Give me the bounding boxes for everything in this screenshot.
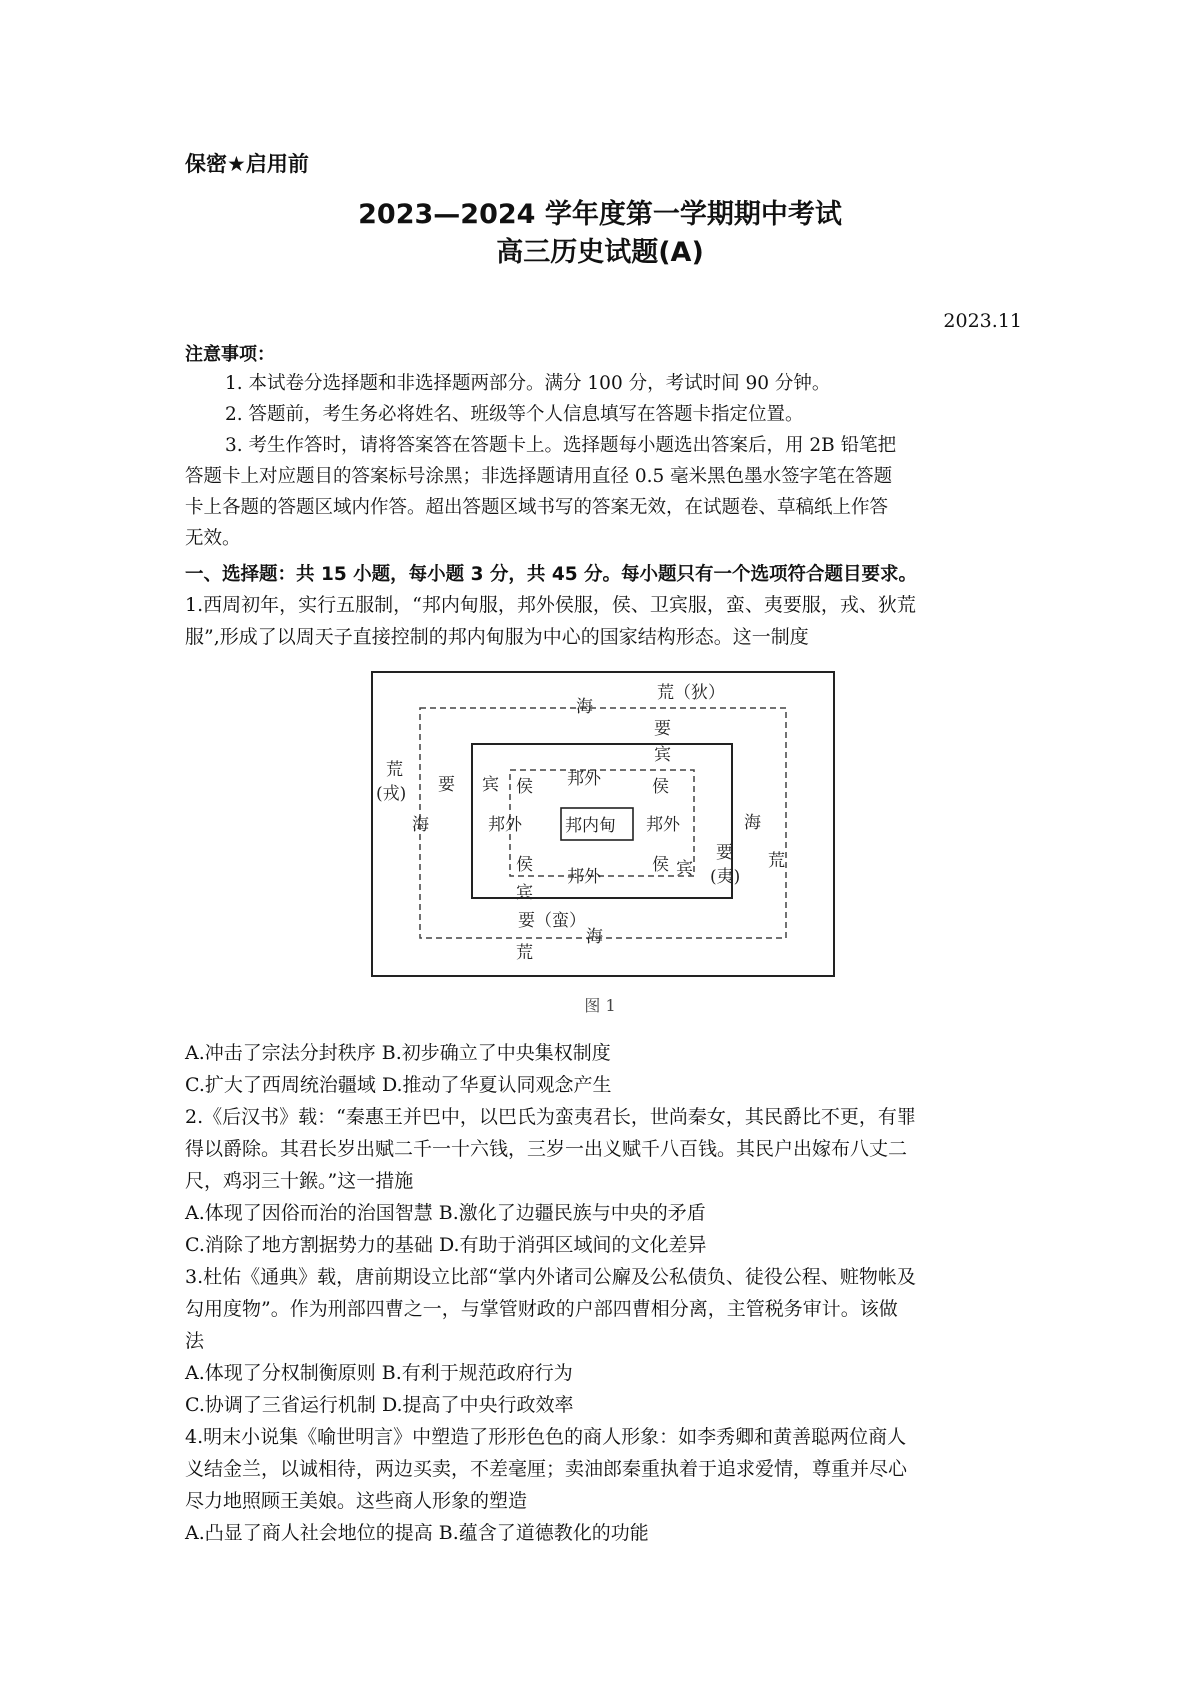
question-3-option: A.体现了分权制衡原则 B.有利于规范政府行为 — [185, 1362, 573, 1384]
question-2-stem: 2.《后汉书》载：“秦惠王并巴中，以巴氏为蛮夷君长，世尚秦女，其民爵比不更，有罪 — [185, 1106, 916, 1128]
label-yi: (夷) — [710, 867, 741, 887]
label-hai-left: 海 — [412, 815, 429, 835]
question-1-option: A.冲击了宗法分封秩序 B.初步确立了中央集权制度 — [185, 1042, 611, 1064]
label-yao-left: 要 — [438, 775, 455, 795]
exam-subtitle: 高三历史试题(A) — [496, 237, 704, 268]
confidential-label: 保密★启用前 — [185, 152, 309, 176]
label-bangwai-left: 邦外 — [488, 815, 522, 835]
label-hai-top: 海 — [576, 697, 593, 717]
label-rong: (戎) — [376, 784, 407, 804]
question-1-stem: 1.西周初年，实行五服制，“邦内甸服，邦外侯服，侯、卫宾服，蛮、夷要服，戎、狄荒 — [185, 594, 916, 616]
label-bangnei: 邦内甸 — [565, 816, 616, 836]
question-4-stem: 4.明末小说集《喻世明言》中塑造了形形色色的商人形象：如李秀卿和黄善聪两位商人 — [185, 1426, 907, 1448]
label-yao-man: 要（蛮） — [518, 911, 586, 931]
question-4-stem: 尽力地照顾王美娘。这些商人形象的塑造 — [185, 1490, 528, 1512]
exam-date: 2023.11 — [943, 310, 1022, 332]
note-line: 卡上各题的答题区域内作答。超出答题区域书写的答案无效，在试题卷、草稿纸上作答 — [185, 497, 889, 518]
label-bin-bottom: 宾 — [516, 883, 533, 903]
note-line: 1. 本试卷分选择题和非选择题两部分。满分 100 分，考试时间 90 分钟。 — [225, 373, 831, 394]
label-hou-tr: 侯 — [652, 777, 669, 797]
question-3-stem: 法 — [185, 1330, 205, 1352]
note-line: 3. 考生作答时，请将答案答在答题卡上。选择题每小题选出答案后，用 2B 铅笔把 — [225, 435, 897, 456]
label-yao-top: 要 — [654, 719, 671, 739]
question-2-option: A.体现了因俗而治的治国智慧 B.激化了边疆民族与中央的矛盾 — [185, 1202, 706, 1224]
label-bin-left: 宾 — [482, 775, 499, 795]
label-huang-right: 荒 — [768, 851, 785, 871]
label-yao-right: 要 — [716, 843, 733, 863]
section-heading: 一、选择题：共 15 小题，每小题 3 分，共 45 分。每小题只有一个选项符合题目要求。 — [185, 564, 918, 585]
five-zones-diagram — [370, 670, 836, 980]
label-bin-right: 宾 — [676, 859, 693, 879]
label-huang-left: 荒 — [386, 760, 403, 780]
label-bangwai-right: 邦外 — [646, 815, 680, 835]
question-4-stem: 义结金兰，以诚相待，两边买卖，不差毫厘；卖油郎秦重执着于追求爱情，尊重并尽心 — [185, 1458, 908, 1480]
exam-title: 2023—2024 学年度第一学期期中考试 — [358, 199, 842, 230]
question-3-stem: 3.杜佑《通典》载，唐前期设立比部“掌内外诸司公廨及公私债负、徒役公程、赃物帐及 — [185, 1266, 916, 1288]
label-huang-bottom: 荒 — [516, 943, 533, 963]
note-line: 答题卡上对应题目的答案标号涂黑；非选择题请用直径 0.5 毫米黑色墨水签字笔在答题 — [185, 466, 893, 487]
label-hou-br: 侯 — [652, 855, 669, 875]
question-2-stem: 尺，鸡羽三十鍭。”这一措施 — [185, 1170, 414, 1192]
label-huang-di: 荒（狄） — [657, 683, 725, 703]
question-3-option: C.协调了三省运行机制 D.提高了中央行政效率 — [185, 1394, 574, 1416]
label-bangwai-top: 邦外 — [567, 769, 601, 789]
question-1-option: C.扩大了西周统治疆域 D.推动了华夏认同观念产生 — [185, 1074, 612, 1096]
label-bangwai-bottom: 邦外 — [567, 867, 601, 887]
note-line: 2. 答题前，考生务必将姓名、班级等个人信息填写在答题卡指定位置。 — [225, 404, 804, 425]
label-hai-bottom: 海 — [586, 927, 603, 947]
notes-heading: 注意事项： — [185, 344, 275, 365]
label-hai-right: 海 — [744, 813, 761, 833]
label-hou-tl: 侯 — [516, 777, 533, 797]
label-bin-top: 宾 — [654, 745, 671, 765]
question-2-stem: 得以爵除。其君长岁出赋二千一十六钱，三岁一出义赋千八百钱。其民户出嫁布八丈二 — [185, 1138, 908, 1160]
note-line: 无效。 — [185, 528, 241, 549]
question-1-stem: 服”,形成了以周天子直接控制的邦内甸服为中心的国家结构形态。这一制度 — [185, 626, 809, 648]
figure-caption: 图 1 — [584, 996, 616, 1015]
question-2-option: C.消除了地方割据势力的基础 D.有助于消弭区域间的文化差异 — [185, 1234, 707, 1256]
question-4-option: A.凸显了商人社会地位的提高 B.蕴含了道德教化的功能 — [185, 1522, 649, 1544]
label-hou-bl: 侯 — [516, 855, 533, 875]
question-3-stem: 勾用度物”。作为刑部四曹之一，与掌管财政的户部四曹相分离，主管税务审计。该做 — [185, 1298, 898, 1320]
